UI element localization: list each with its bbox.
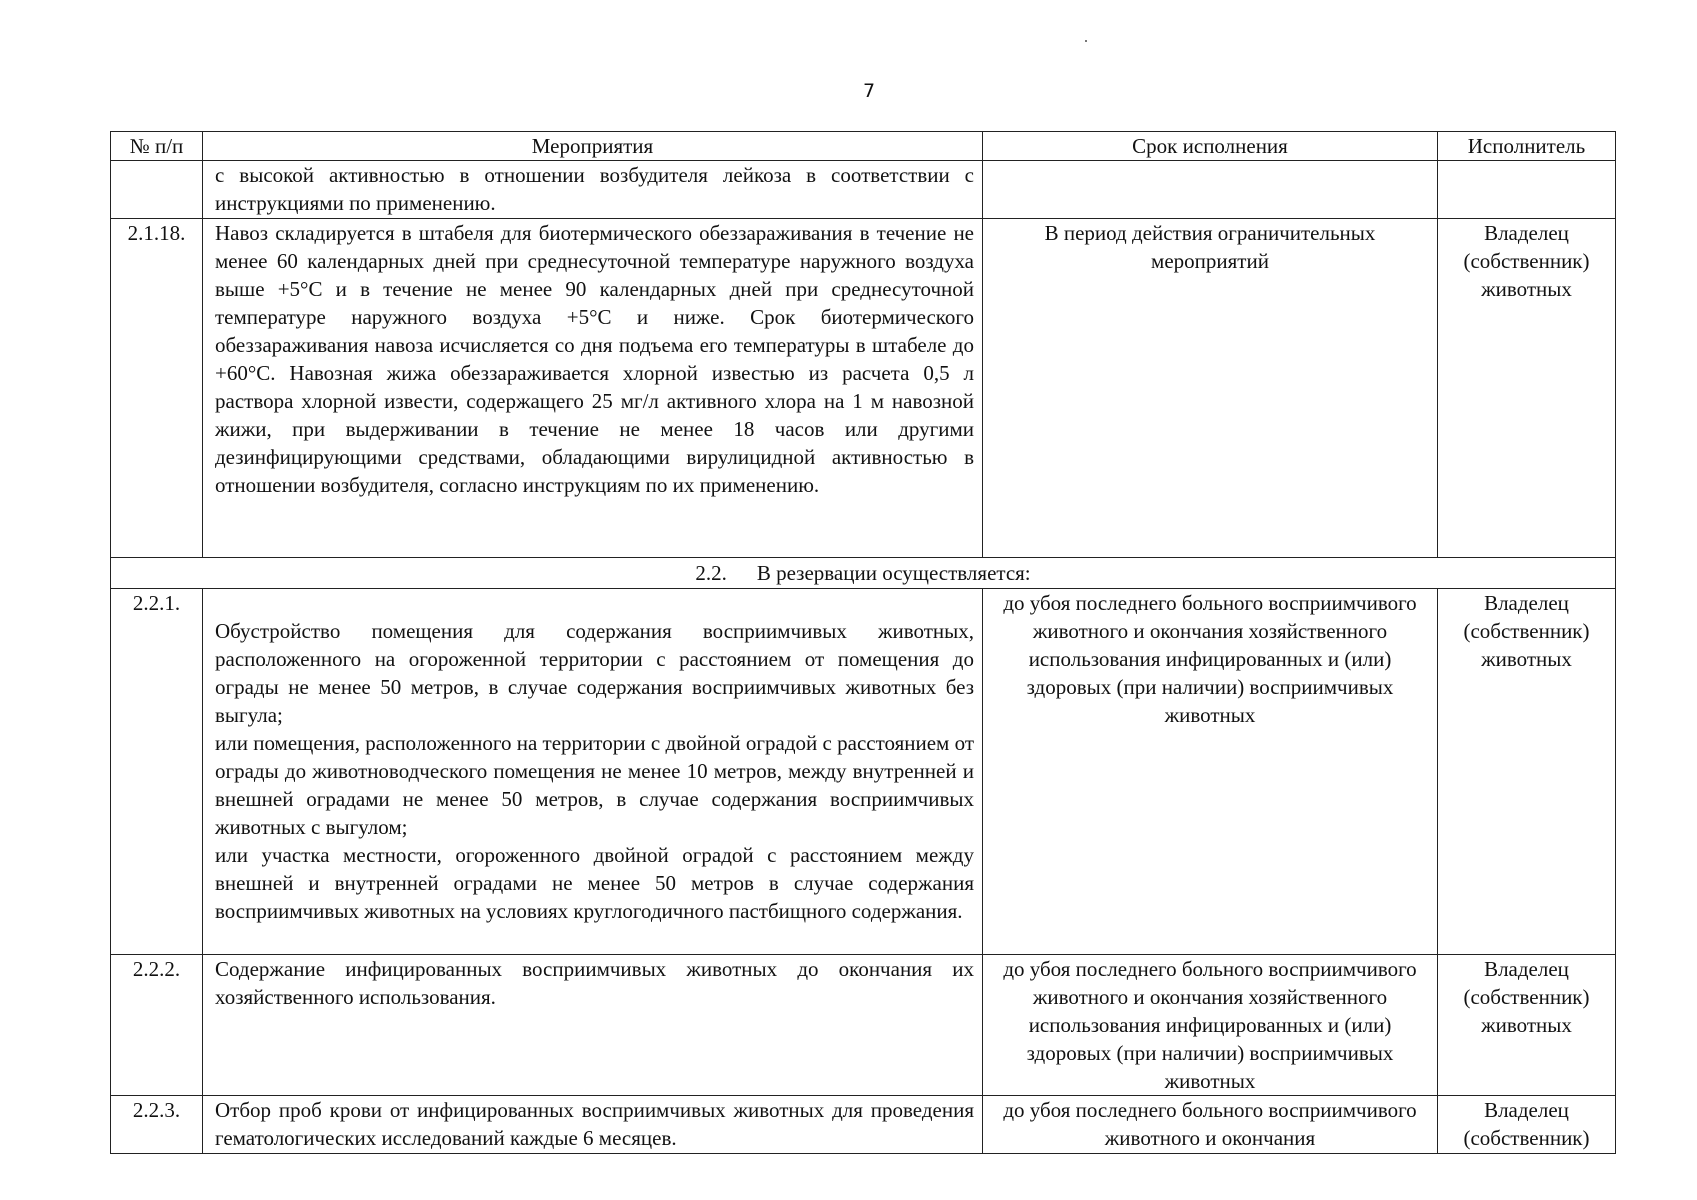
measure-paragraph: Обустройство помещения для содержания восприимчивых животных, расположенного на огороженной территории с расстоянием от помещения до ограды не менее 50 метров, в случае содержания восприимчивых животных без выгула; [215, 619, 974, 727]
row-deadline: до убоя последнего больного восприимчивого животного и окончания [983, 1096, 1438, 1154]
section-row [111, 558, 1616, 589]
row-num: 2.2.2. [111, 955, 203, 1096]
row-num: 2.2.1. [111, 589, 203, 955]
row-executor: Владелец (собственник) животных [1438, 955, 1616, 1096]
header-num: № п/п [111, 132, 203, 161]
table-row [111, 955, 1616, 1096]
row-num [111, 161, 203, 219]
header-measures: Мероприятия [203, 132, 983, 161]
blank-line [215, 589, 974, 617]
measure-paragraph: или помещения, расположенного на территории с двойной оградой с расстоянием от ограды до животноводческого помещения не менее 10 метров, между внутренней и внешней оградами не менее 50 метров, в случае содержания восприимчивых животных с выгулом; [215, 731, 974, 839]
section-heading [111, 558, 1616, 589]
row-deadline: В период действия ограничительных мероприятий [983, 219, 1438, 558]
row-measure [203, 589, 983, 955]
table-row [111, 1096, 1616, 1154]
row-executor: Владелец (собственник) животных [1438, 589, 1616, 955]
row-measure: Навоз складируется в штабеля для биотермического обеззараживания в течение не менее 60 календарных дней при среднесуточной температуре наружного воздуха выше +5°С и в течение не менее 90 календарных дней при среднесуточной температуре наружного воздуха +5°С и ниже. Срок биотермического обеззараживания навоза исчисляется со дня подъема его температуры в штабеле до +60°С. Навозная жижа обеззараживается хлорной известью из расчета 0,5 л раствора хлорной извести, содержащего 25 мг/л активного хлора на 1 м навозной жижи, при выдерживании в течение не менее 18 часов или другими дезинфицирующими средствами, обладающими вирулицидной активностью в отношении возбудителя, согласно инструкциям по их применению. [203, 219, 983, 558]
measures-table [110, 131, 1616, 1154]
row-executor: Владелец (собственник) [1438, 1096, 1616, 1154]
row-num: 2.2.3. [111, 1096, 203, 1154]
row-deadline: до убоя последнего больного восприимчивого животного и окончания хозяйственного использования инфицированных и (или) здоровых (при наличии) восприимчивых животных [983, 955, 1438, 1096]
table-row [111, 589, 1616, 955]
scan-speck [1085, 40, 1087, 42]
table-header-row [111, 132, 1616, 161]
row-executor: Владелец (собственник) животных [1438, 219, 1616, 558]
table-row [111, 219, 1616, 558]
measure-paragraph: или участка местности, огороженного двойной оградой с расстоянием между внешней и внутренней оградами не менее 50 метров в случае содержания восприимчивых животных на условиях круглогодичного пастбищного содержания. [215, 843, 974, 923]
page-number: 7 [862, 80, 876, 102]
row-measure: Отбор проб крови от инфицированных восприимчивых животных для проведения гематологических исследований каждые 6 месяцев. [203, 1096, 983, 1154]
section-number: 2.2. [695, 561, 727, 585]
row-deadline: до убоя последнего больного восприимчивого животного и окончания хозяйственного использования инфицированных и (или) здоровых (при наличии) восприимчивых животных [983, 589, 1438, 955]
row-deadline [983, 161, 1438, 219]
row-measure: Содержание инфицированных восприимчивых животных до окончания их хозяйственного использования. [203, 955, 983, 1096]
header-executor: Исполнитель [1438, 132, 1616, 161]
table-row [111, 161, 1616, 219]
row-measure: с высокой активностью в отношении возбудителя лейкоза в соответствии с инструкциями по применению. [203, 161, 983, 219]
row-executor [1438, 161, 1616, 219]
header-deadline: Срок исполнения [983, 132, 1438, 161]
section-title: В резервации осуществляется: [756, 561, 1031, 585]
row-num: 2.1.18. [111, 219, 203, 558]
